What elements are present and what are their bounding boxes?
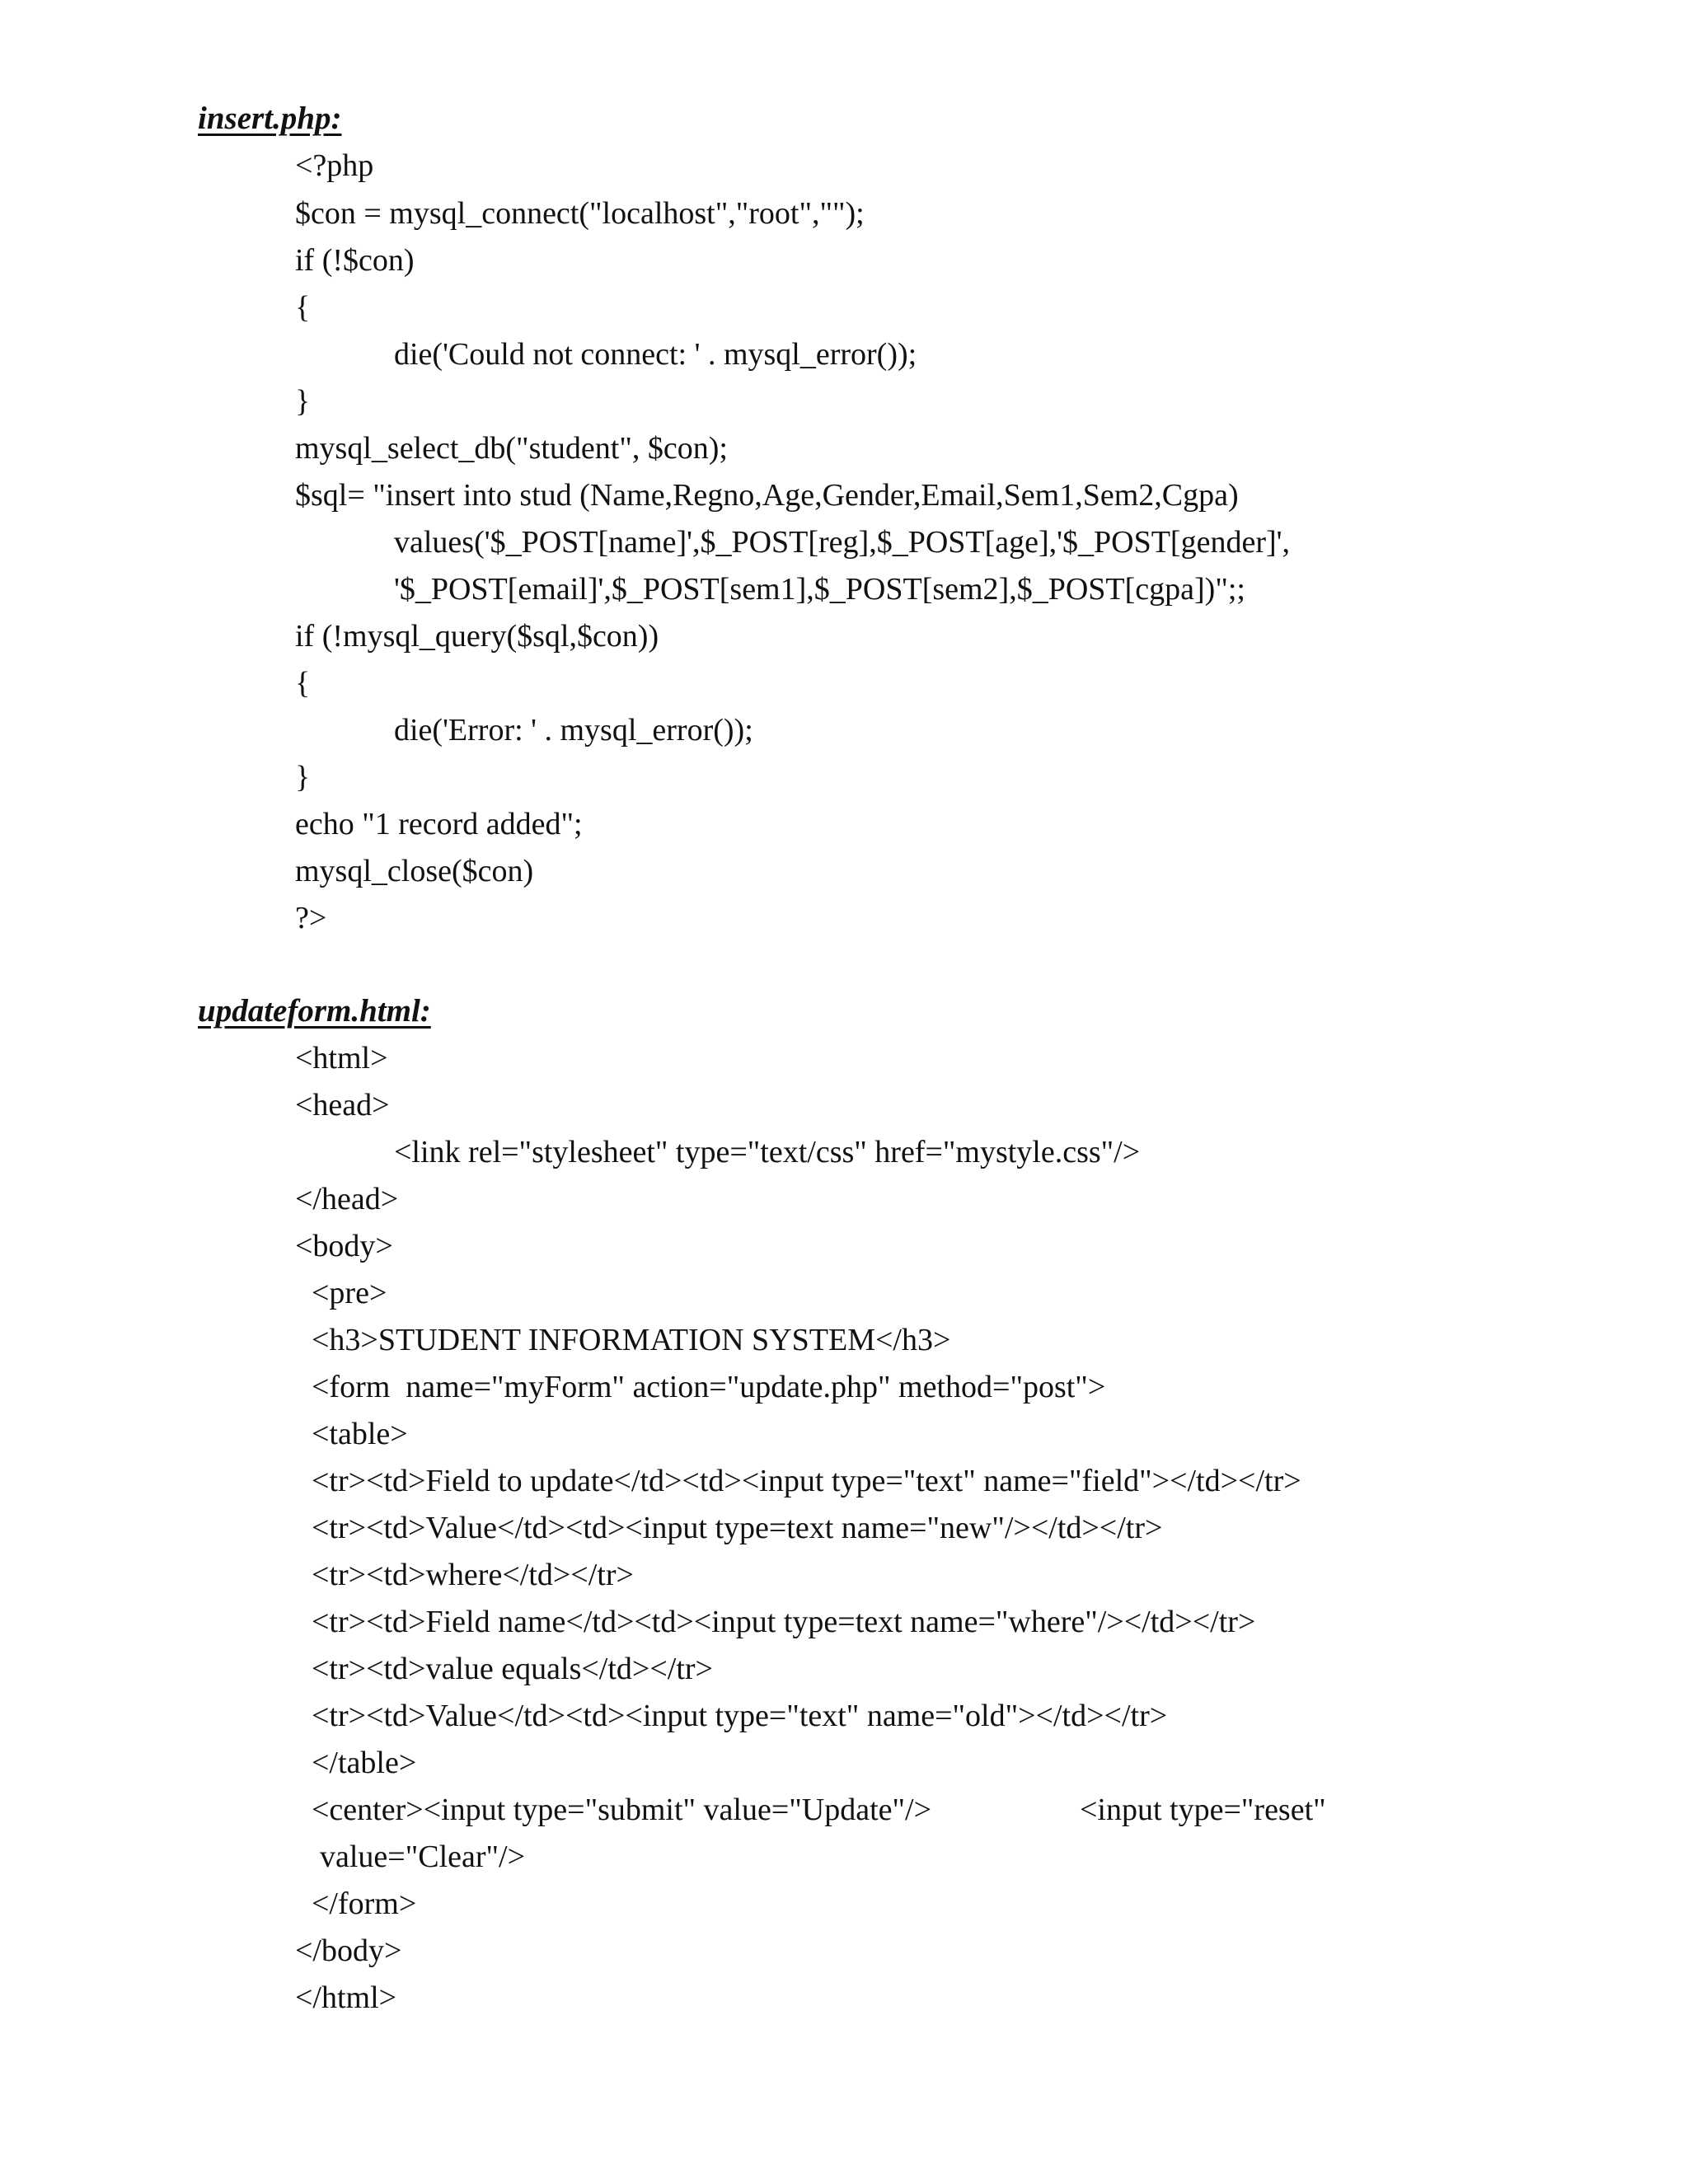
code-line: { [295,290,311,325]
code-line: } [295,384,311,419]
code-line: </table> [312,1746,417,1780]
code-line: <body> [295,1229,393,1263]
code-line: <input type="reset" [1080,1793,1326,1827]
section-heading-insert-php: insert.php: [198,101,342,136]
code-line: <tr><td>value equals</td></tr> [312,1652,713,1686]
code-line: <tr><td>Field name</td><td><input type=text name="where"/></td></tr> [312,1605,1256,1639]
code-line: <tr><td>where</td></tr> [312,1558,634,1592]
code-line: <?php [295,148,374,183]
code-line: <center><input type="submit" value="Update"/> [312,1793,932,1827]
code-line: <tr><td>Field to update</td><td><input type="text" name="field"></td></tr> [312,1464,1301,1498]
code-line: value="Clear"/> [320,1840,526,1874]
code-line: <tr><td>Value</td><td><input type=text name="new"/></td></tr> [312,1511,1163,1545]
code-line: </html> [295,1980,397,2015]
code-line: } [295,760,311,794]
code-line: <h3>STUDENT INFORMATION SYSTEM</h3> [312,1323,951,1357]
code-line: die('Could not connect: ' . mysql_error()); [394,337,917,372]
code-line: '$_POST[email]',$_POST[sem1],$_POST[sem2],$_POST[cgpa])";; [394,572,1245,607]
code-line: <pre> [312,1276,387,1310]
code-line: echo "1 record added"; [295,807,583,841]
code-line: </form> [312,1886,417,1921]
code-line: $sql= "insert into stud (Name,Regno,Age,Gender,Email,Sem1,Sem2,Cgpa) [295,478,1239,513]
code-line: if (!$con) [295,243,415,278]
code-line: <form name="myForm" action="update.php" method="post"> [312,1370,1106,1404]
code-line: mysql_select_db("student", $con); [295,431,728,466]
code-line: <tr><td>Value</td><td><input type="text" name="old"></td></tr> [312,1699,1168,1733]
code-line: values('$_POST[name]',$_POST[reg],$_POST[age],'$_POST[gender]', [394,525,1290,560]
code-line: </head> [295,1182,399,1216]
code-line: $con = mysql_connect("localhost","root",""); [295,196,865,231]
code-line: ?> [295,901,327,935]
code-line: <table> [312,1417,408,1451]
section-heading-updateform-html: updateform.html: [198,993,431,1029]
code-line: mysql_close($con) [295,854,534,888]
code-line: </body> [295,1933,402,1968]
code-line: die('Error: ' . mysql_error()); [394,713,753,748]
code-line: <link rel="stylesheet" type="text/css" href="mystyle.css"/> [394,1135,1141,1169]
code-line: { [295,666,311,701]
code-line: if (!mysql_query($sql,$con)) [295,619,659,654]
code-line: <head> [295,1088,390,1122]
code-line: <html> [295,1041,388,1076]
